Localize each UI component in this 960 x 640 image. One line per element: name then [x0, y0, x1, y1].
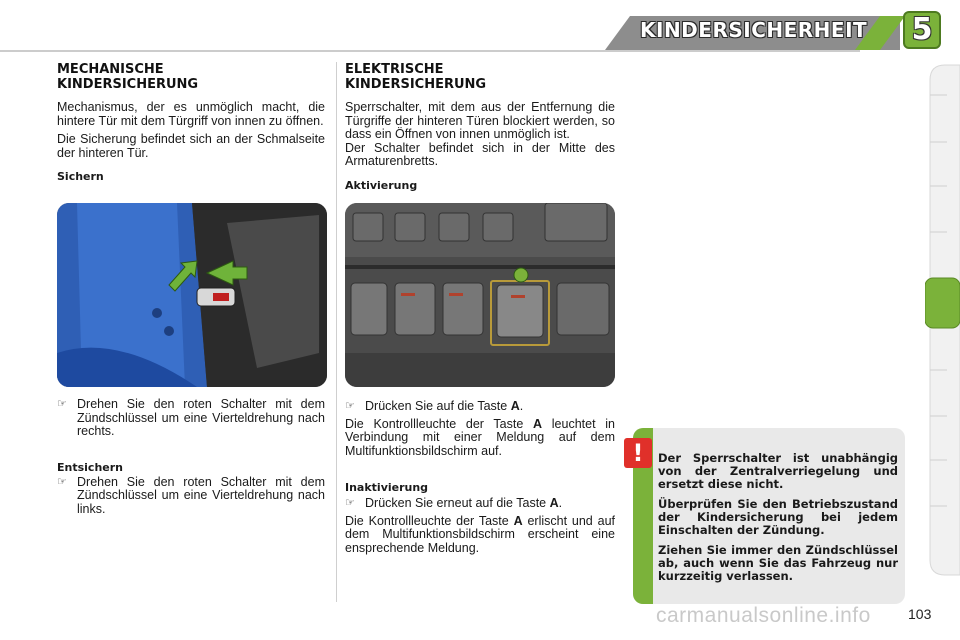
- electric-steps: [345, 400, 615, 555]
- unlock-heading: Entsichern: [57, 460, 123, 474]
- warning-exclamation-icon: !: [624, 438, 652, 468]
- deactivate-heading: Inaktivierung: [345, 481, 429, 494]
- warning-paragraph-2: Überprüfen Sie den Betriebszustand der Kindersicherung bei jedem Einschalten der Zündung.: [658, 497, 898, 537]
- deactivate-description: Die Kontrollleuchte der Taste A erlischt und auf dem Multifunktionsbildschirm erscheint eine ensprechende Meldung.: [345, 513, 615, 555]
- watermark: carmanualsonline.info: [656, 604, 871, 627]
- electric-section: [345, 62, 615, 192]
- mechanical-title-line2: KINDERSICHERUNG: [57, 77, 199, 92]
- pointer-hand-icon: ☞: [345, 400, 355, 412]
- pointer-hand-icon: ☞: [57, 475, 67, 488]
- electric-title-line1: ELEKTRISCHE: [345, 62, 444, 77]
- warning-text: [658, 452, 898, 590]
- lock-heading: Sichern: [57, 170, 104, 183]
- mechanical-steps: [57, 398, 325, 516]
- chapter-side-tabs: [925, 60, 960, 580]
- lock-step: ☞ Drehen Sie den roten Schalter mit dem Zündschlüssel um eine Vierteldrehung nach rechts.: [57, 397, 325, 438]
- deactivate-step: ☞ Drücken Sie erneut auf die Taste A.: [345, 496, 563, 510]
- unlock-step: ☞ Drehen Sie den roten Schalter mit dem Zündschlüssel um eine Vierteldrehung nach links.: [57, 474, 325, 516]
- page-title: KINDERSICHERHEIT: [640, 18, 868, 42]
- mechanical-intro: Mechanismus, der es unmöglich macht, die hintere Tür mit dem Türgriff von innen zu öffnen.: [57, 100, 325, 128]
- electric-title-line2: KINDERSICHERUNG: [345, 77, 487, 92]
- mechanical-title-line1: MECHANISCHE: [57, 62, 164, 77]
- mechanical-section: [57, 62, 325, 183]
- pointer-hand-icon: ☞: [345, 497, 355, 509]
- electric-location: Der Schalter befindet sich in der Mitte des Armaturenbretts.: [345, 140, 615, 168]
- activate-step: ☞ Drücken Sie auf die Taste A.: [345, 399, 524, 413]
- pointer-hand-icon: ☞: [57, 398, 67, 410]
- chapter-number: 5: [911, 12, 933, 47]
- warning-paragraph-1: Der Sperrschalter ist unabhängig von der Zentralverriegelung und ersetzt diese nicht.: [658, 451, 898, 491]
- mechanical-location: Die Sicherung befindet sich an der Schmalseite der hinteren Tür.: [57, 132, 325, 160]
- warning-paragraph-3: Ziehen Sie immer den Zündschlüssel ab, auch wenn Sie das Fahrzeug nur kurzzeitig verlassen.: [658, 543, 898, 583]
- activate-heading: Aktivierung: [345, 178, 418, 192]
- activate-description: Die Kontrollleuchte der Taste A leuchtet in Verbindung mit einer Meldung auf dem Multifunktionsbildschirm auf.: [345, 416, 615, 458]
- page-number: 103: [908, 606, 932, 622]
- dashboard-switch-photo: [345, 203, 615, 387]
- column-divider: [336, 62, 337, 602]
- door-lock-photo: [57, 203, 327, 387]
- electric-intro: Sperrschalter, mit dem aus der Entfernung die Türgriffe der hinteren Türen blockiert werden, so dass ein Öffnen von innen unmöglich ist.: [345, 100, 615, 141]
